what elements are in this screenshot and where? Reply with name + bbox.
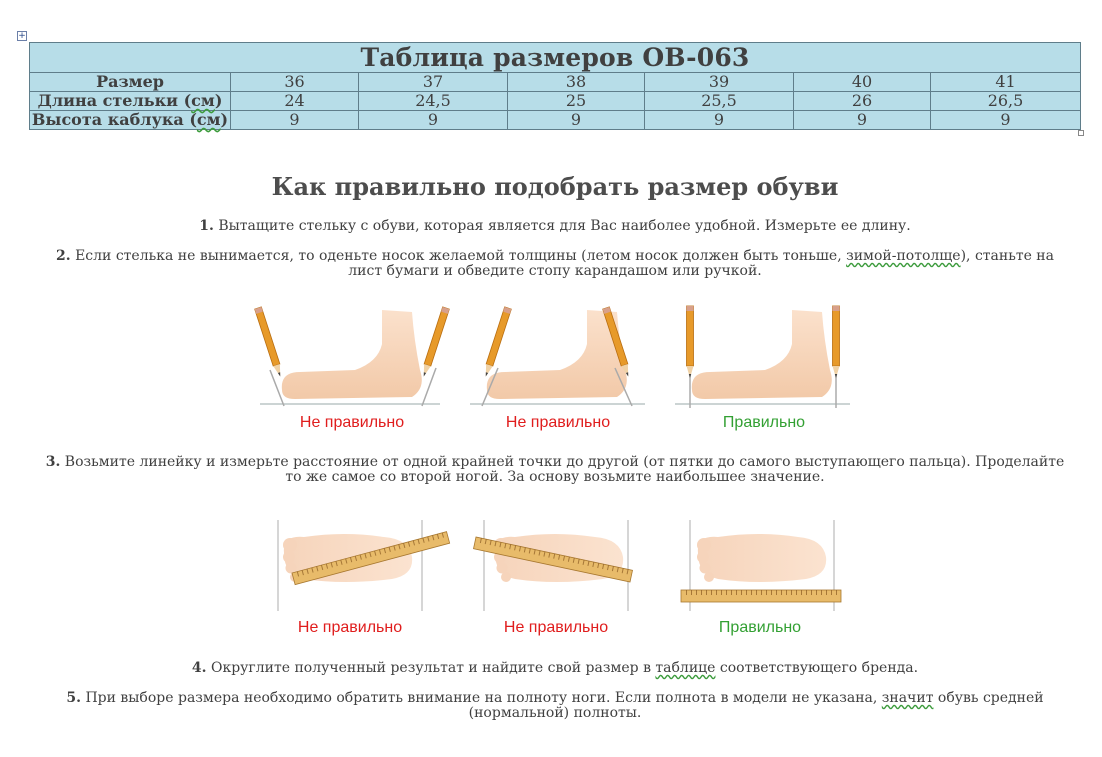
table-move-handle[interactable]: +: [18, 31, 26, 41]
step-5: 5. При выборе размера необходимо обратить внимание на полноту ноги. Если полнота в модели не указана, значит обувь средней (нормальной) полноты.: [66, 690, 1044, 721]
ruler-figures: [270, 515, 850, 615]
pencil-icon: [420, 307, 449, 378]
step-2: 2. Если стелька не вынимается, то оденьте носок желаемой толщины (летом носок должен быть тоньше, зимой-потолще), станьте на лист бумаги и обведите стопу карандашом или ручкой.: [56, 248, 1054, 279]
table-cell: 39: [645, 73, 794, 92]
pencil-icon: [687, 306, 694, 378]
table-cell: 9: [508, 111, 645, 130]
table-cell: 26: [794, 92, 931, 111]
table-cell: 24: [231, 92, 359, 111]
table-row: [30, 73, 1081, 92]
table-cell: 9: [231, 111, 359, 130]
table-row: [30, 111, 1081, 130]
foot-icon: [692, 310, 832, 399]
size-table-title: Таблица размеров OB-063: [30, 43, 1081, 73]
foot-icon: [697, 534, 826, 582]
foot-icon: [487, 310, 627, 399]
foot-icon: [282, 310, 422, 399]
caption-wrong: Не правильно: [505, 414, 611, 431]
table-resize-handle[interactable]: [1078, 130, 1084, 136]
pencil-icon: [482, 307, 511, 378]
step-3: 3. Возьмите линейку и измерьте расстояние от одной крайней точки до другой (от пятки до самого выступающего пальца). Проделайте то же самое со второй ногой. За основу возьмите наибольшее значение.: [45, 454, 1065, 485]
table-cell: 41: [931, 73, 1081, 92]
table-cell: 25: [508, 92, 645, 111]
guide-title: Как правильно подобрать размер обуви: [271, 172, 839, 201]
pencil-figures: [250, 300, 860, 415]
table-cell: 38: [508, 73, 645, 92]
pencil-icon: [255, 307, 284, 378]
table-cell: 37: [359, 73, 508, 92]
row-header-heel-height: Высота каблука (см): [30, 111, 231, 130]
caption-wrong: Не правильно: [299, 414, 405, 431]
table-cell: 24,5: [359, 92, 508, 111]
caption-right: Правильно: [718, 619, 802, 636]
ruler-icon: [681, 590, 841, 602]
caption-right: Правильно: [722, 414, 806, 431]
table-cell: 9: [794, 111, 931, 130]
table-cell: 9: [359, 111, 508, 130]
row-header-insole-length: Длина стельки (см): [30, 92, 231, 111]
row-header-size: Размер: [30, 73, 231, 92]
size-table: [29, 42, 1081, 130]
table-cell: 9: [931, 111, 1081, 130]
step-4: 4. Округлите полученный результат и найдите свой размер в таблице соответствующего бренда.: [191, 660, 919, 676]
table-cell: 40: [794, 73, 931, 92]
table-cell: 36: [231, 73, 359, 92]
step-1: 1. Вытащите стельку с обуви, которая является для Вас наиболее удобной. Измерьте ее длину.: [199, 218, 911, 234]
caption-wrong: Не правильно: [503, 619, 609, 636]
pencil-icon: [833, 306, 840, 378]
table-cell: 26,5: [931, 92, 1081, 111]
table-cell: 9: [645, 111, 794, 130]
caption-wrong: Не правильно: [297, 619, 403, 636]
table-cell: 25,5: [645, 92, 794, 111]
table-row: [30, 92, 1081, 111]
